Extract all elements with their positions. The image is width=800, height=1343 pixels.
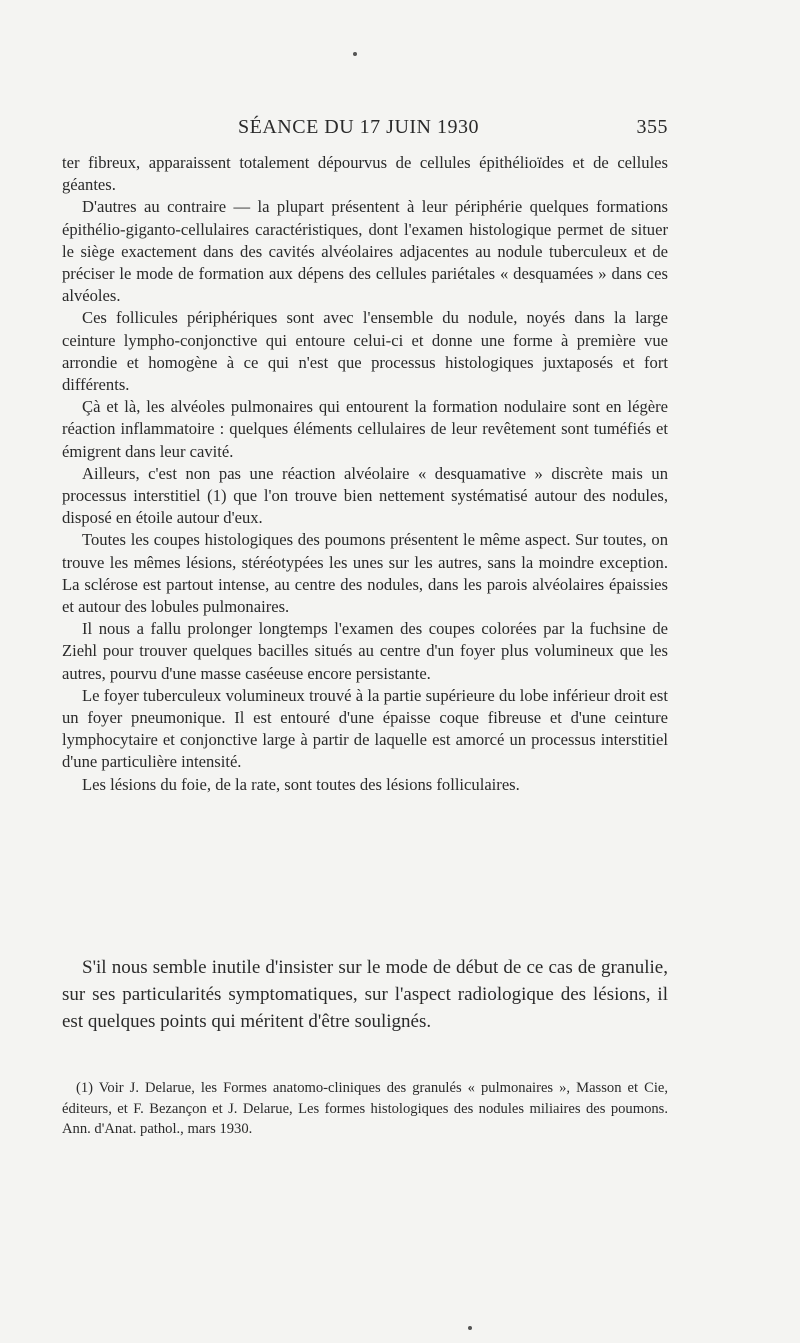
print-speck (353, 52, 357, 56)
paragraph: Les lésions du foie, de la rate, sont toutes des lésions folliculaires. (82, 774, 520, 794)
paragraph: Ailleurs, c'est non pas une réaction alvéolaire « desquamative » discrète mais un processus interstitiel (1) que l'on trouve bien nettement systématisé autour des nodules, disposé en étoile autour d'eux. (62, 463, 668, 528)
paragraph: Çà et là, les alvéoles pulmonaires qui entourent la formation nodulaire sont en légère réaction inflammatoire : quelques éléments cellulaires de leur revêtement sont tuméfiés et émigrent dans leur cavité. (62, 397, 668, 461)
page-number: 355 (636, 116, 668, 138)
paragraph: Ces follicules périphériques sont avec l'ensemble du nodule, noyés dans la large ceinture lympho-conjonctive qui entoure celui-ci et donne une forme à première vue arrondie et homogène à ce qui n'est que processus histologiques juxtaposés et fort différents. (62, 308, 668, 395)
footnote-text: (1) Voir J. Delarue, les Formes anatomo-cliniques des granulés « pulmonaires », Masson et Cie, éditeurs, et F. Bezançon et J. Delarue, Les formes histologiques des nodules miliaires des poumons. Ann. d'Anat. pathol., mars 1930. (62, 1080, 668, 1137)
print-speck (468, 1326, 472, 1330)
paragraph: ter fibreux, apparaissent totalement dépourvus de cellules épithélioïdes et de cellules géantes. (62, 153, 668, 195)
paragraph: Il nous a fallu prolonger longtemps l'examen des coupes colorées par la fuchsine de Ziehl pour trouver quelques bacilles situés au centre d'un foyer plus volumineux que les autres, pourvu d'une masse caséeuse encore persistante. (62, 619, 668, 683)
header-title: SÉANCE DU 17 JUIN 1930 (238, 116, 479, 138)
paragraph: Toutes les coupes histologiques des poumons présentent le même aspect. Sur toutes, on trouve les mêmes lésions, stéréotypées les unes sur les autres, sans la moindre exception. La sclérose est partout intense, au centre des nodules, dans les parois alvéolaires épaissies et autour des lobules pulmonaires. (62, 530, 668, 617)
conclusion-paragraph: S'il nous semble inutile d'insister sur le mode de début de ce cas de granulie, sur ses particularités symptomatiques, sur l'aspect radiologique des lésions, il est quelques points qui méritent d'être soulignés. (62, 957, 668, 1032)
paragraph: Le foyer tuberculeux volumineux trouvé à la partie supérieure du lobe inférieur droit est un foyer pneumonique. Il est entouré d'une épaisse coque fibreuse et d'une ceinture lymphocytaire et conjonctive large à partir de laquelle est amorcé un processus interstitiel d'une particulière intensité. (62, 685, 668, 772)
body-text (62, 152, 668, 796)
paragraph: D'autres au contraire — la plupart présentent à leur périphérie quelques formations épithélio-giganto-cellulaires caractéristiques, dont l'examen histologique permet de situer le siège exactement dans des cavités alvéolaires adjacentes au nodule tuberculeux et de préciser le mode de formation aux dépens des cellules pariétales « desquamées » dans ces alvéoles. (62, 197, 668, 306)
footnote (62, 1078, 668, 1140)
conclusion-text (62, 954, 668, 1035)
